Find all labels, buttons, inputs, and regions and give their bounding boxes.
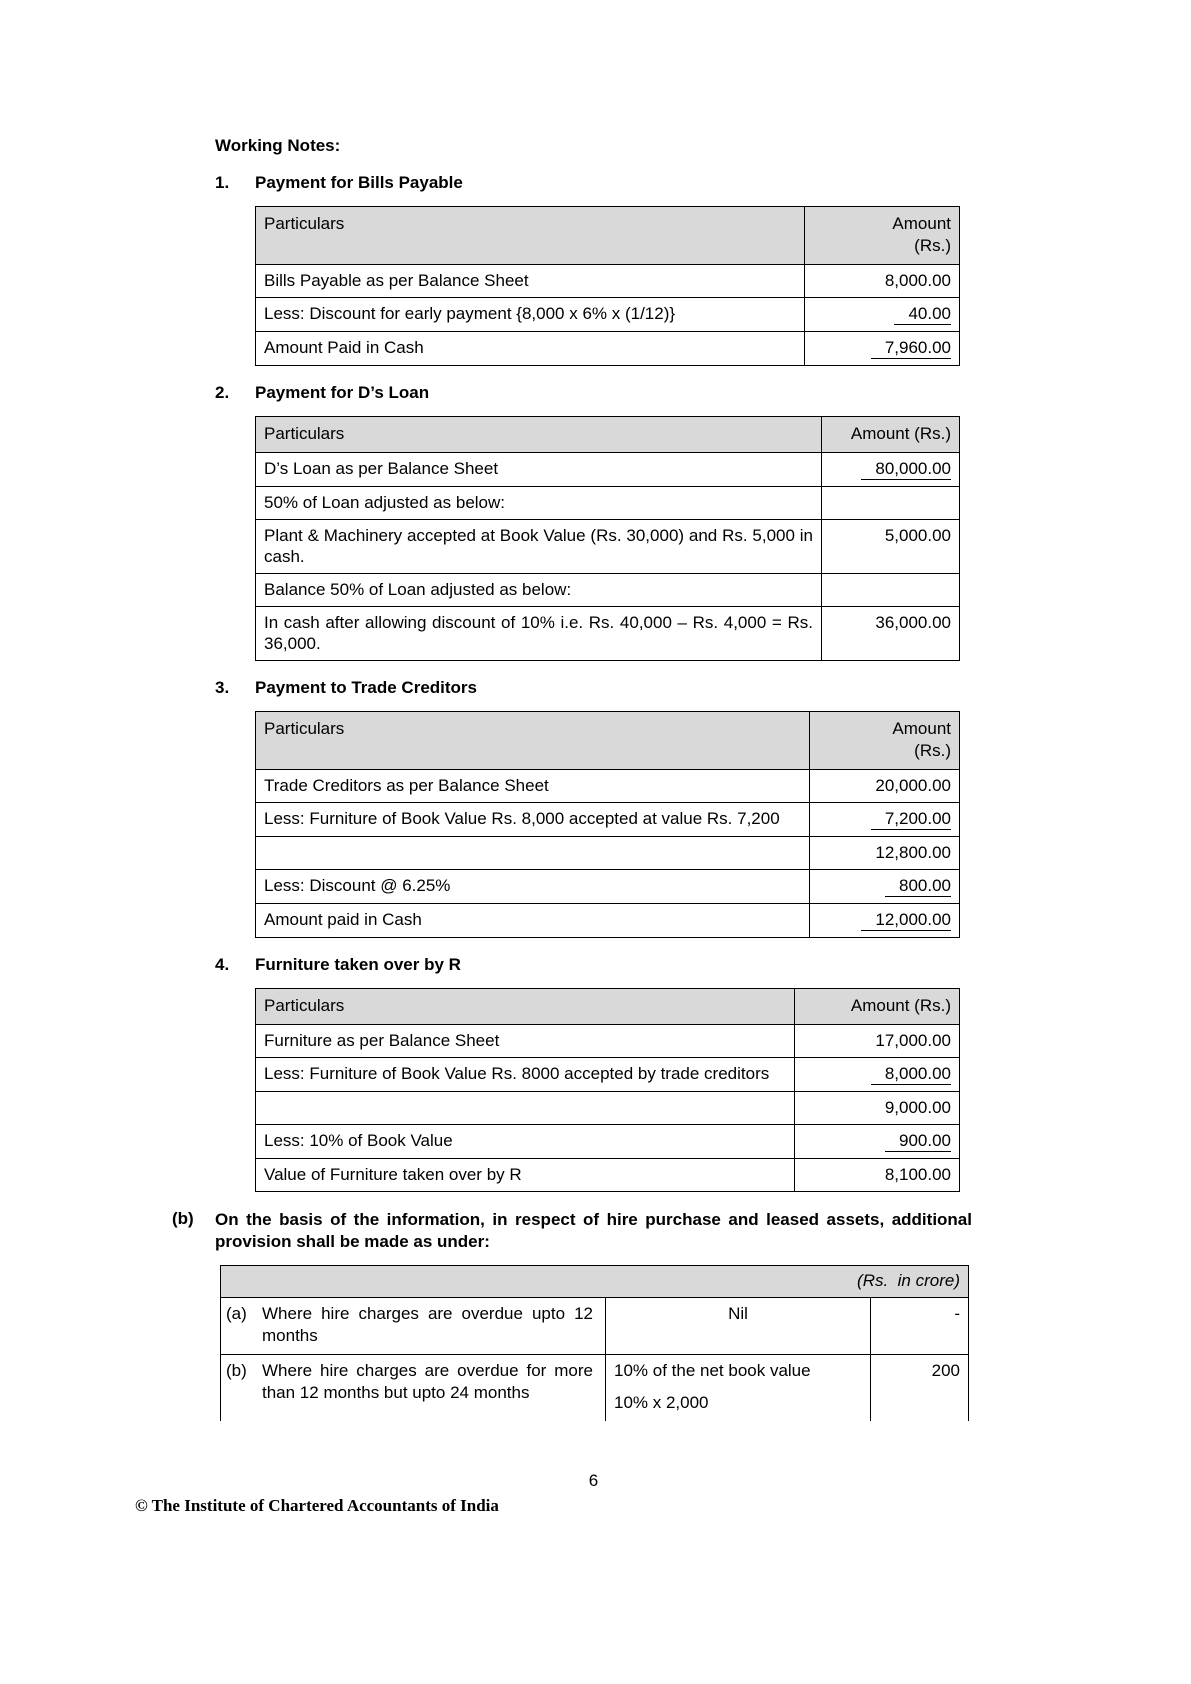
- particulars-cell: Value of Furniture taken over by R: [256, 1159, 795, 1192]
- furniture-table: [255, 988, 960, 1192]
- table-row: [221, 1298, 969, 1355]
- hire-purchase-provision-table: [220, 1265, 969, 1421]
- table-row: [256, 803, 960, 837]
- row-description: Where hire charges are overdue upto 12 months: [262, 1304, 593, 1345]
- note-4-heading: [215, 955, 972, 975]
- amount-header-line1: Amount: [892, 214, 951, 233]
- description-inner: [221, 1303, 597, 1347]
- table-row: [256, 1058, 960, 1092]
- note-3: [215, 678, 972, 938]
- amount-header: Amount (Rs.): [822, 417, 960, 453]
- d-loan-table: [255, 416, 960, 661]
- row-description: Where hire charges are overdue for more than 12 months but upto 24 months: [262, 1361, 593, 1402]
- trade-creditors-table: [255, 711, 960, 938]
- table-header-row: [256, 207, 960, 265]
- table-row: [256, 265, 960, 298]
- description-cell: [221, 1355, 606, 1422]
- particulars-cell: Bills Payable as per Balance Sheet: [256, 265, 805, 298]
- particulars-cell: Balance 50% of Loan adjusted as below:: [256, 574, 822, 607]
- note-title: Payment for D’s Loan: [255, 383, 430, 402]
- description-inner: [221, 1360, 597, 1404]
- table-row: [256, 1125, 960, 1159]
- amount-cell: [810, 870, 960, 904]
- table-row: [256, 1092, 960, 1125]
- amount-cell: [795, 1058, 960, 1092]
- table-row: [256, 904, 960, 938]
- note-4: [215, 955, 972, 1192]
- particulars-cell: Less: Discount @ 6.25%: [256, 870, 810, 904]
- page-content: [172, 136, 972, 1491]
- amount-cell: 36,000.00: [822, 607, 960, 661]
- amount-cell: 20,000.00: [810, 770, 960, 803]
- underlined-amount: 40.00: [894, 303, 951, 325]
- underlined-amount: 7,960.00: [871, 337, 951, 359]
- note-number: 4.: [215, 955, 230, 974]
- underlined-amount: 8,000.00: [871, 1063, 951, 1085]
- note-2: [215, 383, 972, 661]
- amount-cell: [822, 453, 960, 487]
- amount-cell: [805, 298, 960, 332]
- table-row: [256, 1159, 960, 1192]
- section-b: [172, 1209, 972, 1421]
- table-row: [221, 1355, 969, 1422]
- table-row: [256, 870, 960, 904]
- table-row: [256, 607, 960, 661]
- note-1: [215, 173, 972, 366]
- description-cell: [221, 1298, 606, 1355]
- amount-cell: [810, 803, 960, 837]
- note-title: Payment for Bills Payable: [255, 173, 463, 192]
- particulars-cell: D’s Loan as per Balance Sheet: [256, 453, 822, 487]
- unit-band-row: [221, 1266, 969, 1298]
- particulars-header: Particulars: [256, 417, 822, 453]
- amount-cell: [810, 904, 960, 938]
- copyright-footer: © The Institute of Chartered Accountants of India: [135, 1496, 499, 1515]
- table-row: [256, 298, 960, 332]
- underlined-amount: 900.00: [885, 1130, 951, 1152]
- table-row: [256, 574, 960, 607]
- table-row: [256, 520, 960, 574]
- particulars-cell: [256, 1092, 795, 1125]
- note-title: Furniture taken over by R: [255, 955, 461, 974]
- particulars-cell: Less: Discount for early payment {8,000 x 6% x (1/12)}: [256, 298, 805, 332]
- amount-cell: 8,100.00: [795, 1159, 960, 1192]
- particulars-header: Particulars: [256, 712, 810, 770]
- section-b-heading: [172, 1209, 972, 1253]
- section-b-text: On the basis of the information, in respect of hire purchase and leased assets, additional provision shall be made as under:: [215, 1210, 972, 1251]
- amount-header-line2: (Rs.): [914, 236, 951, 255]
- amount-cell: -: [871, 1298, 969, 1355]
- amount-cell: 8,000.00: [805, 265, 960, 298]
- note-3-heading: [215, 678, 972, 698]
- amount-cell: [795, 1125, 960, 1159]
- amount-cell: [822, 574, 960, 607]
- amount-cell: 200: [871, 1355, 969, 1422]
- provision-basis-cell: Nil: [606, 1298, 871, 1355]
- amount-cell: 9,000.00: [795, 1092, 960, 1125]
- amount-header: [810, 712, 960, 770]
- particulars-cell: Amount Paid in Cash: [256, 332, 805, 366]
- table-row: [256, 453, 960, 487]
- particulars-cell: Less: 10% of Book Value: [256, 1125, 795, 1159]
- particulars-cell: [256, 837, 810, 870]
- table-row: [256, 332, 960, 366]
- provision-basis-cell: [606, 1355, 871, 1422]
- particulars-cell: Trade Creditors as per Balance Sheet: [256, 770, 810, 803]
- amount-cell: 5,000.00: [822, 520, 960, 574]
- row-label: (b): [226, 1361, 247, 1380]
- basis-line2: 10% x 2,000: [614, 1393, 709, 1412]
- note-number: 2.: [215, 383, 230, 402]
- underlined-amount: 12,000.00: [861, 909, 951, 931]
- amount-cell: [822, 487, 960, 520]
- note-2-heading: [215, 383, 972, 403]
- section-b-label: (b): [172, 1209, 194, 1228]
- amount-header-line1: Amount: [892, 719, 951, 738]
- amount-cell: 17,000.00: [795, 1025, 960, 1058]
- particulars-cell: Less: Furniture of Book Value Rs. 8000 accepted by trade creditors: [256, 1058, 795, 1092]
- table-header-row: [256, 712, 960, 770]
- page-number: 6: [588, 1471, 599, 1490]
- underlined-amount: 800.00: [885, 875, 951, 897]
- note-1-heading: [215, 173, 972, 193]
- table-header-row: [256, 417, 960, 453]
- table-header-row: [256, 989, 960, 1025]
- particulars-cell: Less: Furniture of Book Value Rs. 8,000 accepted at value Rs. 7,200: [256, 803, 810, 837]
- particulars-header: Particulars: [256, 207, 805, 265]
- particulars-cell: In cash after allowing discount of 10% i.e. Rs. 40,000 – Rs. 4,000 = Rs. 36,000.: [256, 607, 822, 661]
- table-row: [256, 1025, 960, 1058]
- particulars-cell: Plant & Machinery accepted at Book Value (Rs. 30,000) and Rs. 5,000 in cash.: [256, 520, 822, 574]
- underlined-amount: 80,000.00: [861, 458, 951, 480]
- particulars-cell: Furniture as per Balance Sheet: [256, 1025, 795, 1058]
- note-number: 1.: [215, 173, 230, 192]
- particulars-cell: Amount paid in Cash: [256, 904, 810, 938]
- note-title: Payment to Trade Creditors: [255, 678, 478, 697]
- unit-note-cell: (Rs. in crore): [221, 1266, 969, 1298]
- particulars-cell: 50% of Loan adjusted as below:: [256, 487, 822, 520]
- working-notes-heading: Working Notes:: [215, 136, 341, 155]
- underlined-amount: 7,200.00: [871, 808, 951, 830]
- basis-line1: 10% of the net book value: [614, 1361, 811, 1380]
- table-row: [256, 770, 960, 803]
- particulars-header: Particulars: [256, 989, 795, 1025]
- note-number: 3.: [215, 678, 230, 697]
- row-label: (a): [226, 1304, 247, 1323]
- table-row: [256, 837, 960, 870]
- table-row: [256, 487, 960, 520]
- amount-header-line2: (Rs.): [914, 741, 951, 760]
- amount-header: [805, 207, 960, 265]
- amount-cell: [805, 332, 960, 366]
- bills-payable-table: [255, 206, 960, 366]
- amount-cell: 12,800.00: [810, 837, 960, 870]
- amount-header: Amount (Rs.): [795, 989, 960, 1025]
